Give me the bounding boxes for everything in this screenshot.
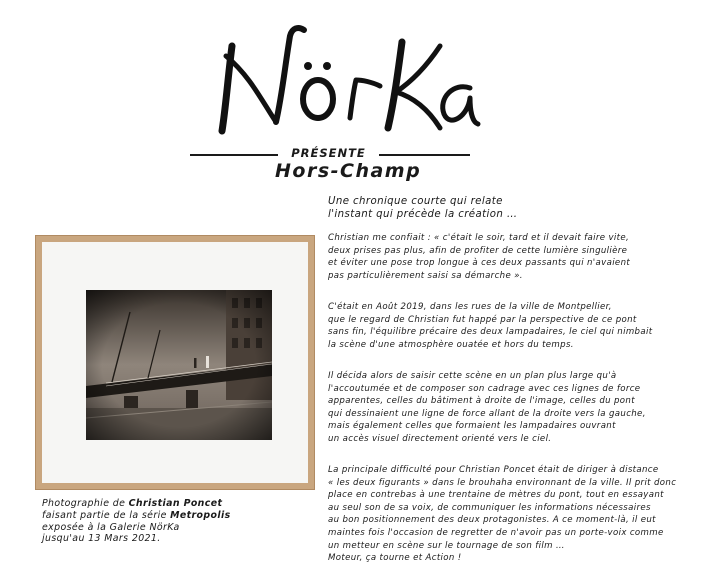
- text-line: Il décida alors de saisir cette scène en un plan plus large qu'à: [328, 370, 617, 381]
- caption-line: [42, 498, 302, 510]
- article-body: [328, 232, 698, 583]
- text-line: C'était en Août 2019, dans les rues de la ville de Montpellier,: [328, 301, 612, 312]
- text-line: deux prises pas plus, afin de profiter de cette lumière singulière: [328, 245, 628, 256]
- paragraph-3: [328, 370, 698, 446]
- picture-frame: [35, 235, 315, 490]
- caption-line: exposée à la Galerie NörKa: [42, 521, 180, 533]
- caption-line: jusqu'au 13 Mars 2021.: [42, 533, 161, 545]
- text-line: un accès visuel directement orienté vers le ciel.: [328, 433, 552, 444]
- text-line: et éviter une pose trop longue à ces deux passants qui n'avaient: [328, 258, 631, 269]
- intro-text: [328, 196, 688, 221]
- bridge-photograph: [86, 290, 272, 440]
- text-line: au seul son de sa voix, de communiquer les informations nécessaires: [328, 502, 651, 513]
- text-line: pas particulièrement saisi sa démarche ».: [328, 270, 523, 281]
- text-line: qui dessinaient une ligne de force allant de la droite vers la gauche,: [328, 408, 646, 419]
- text-line: sans fin, l'équilibre précaire des deux lampadaires, le ciel qui nimbait: [328, 327, 653, 338]
- text-line: que le regard de Christian fut happé par la perspective de ce pont: [328, 314, 637, 325]
- intro-line: Une chronique courte qui relate: [328, 196, 503, 207]
- paragraph-2: [328, 301, 698, 351]
- page-title: Hors-Champ: [275, 160, 422, 182]
- paragraph-4: [328, 464, 698, 565]
- frame-mat: [42, 242, 308, 483]
- caption-text: faisant partie de la série: [42, 509, 171, 521]
- presente-label: PRÉSENTE: [291, 146, 366, 160]
- series-name: Metropolis: [170, 509, 231, 521]
- paragraph-1: [328, 232, 698, 282]
- text-line: maintes fois l'occasion de regretter de n'avoir pas un porte-voix comme: [328, 528, 664, 539]
- text-line: un metteur en scène sur le tournage de son film …: [328, 540, 565, 551]
- text-line: mais également celles que formaient les lampadaires ouvrant: [328, 421, 616, 432]
- text-line: place en contrebas à une trentaine de mètres du pont, tout en essayant: [328, 490, 664, 501]
- text-line: « les deux figurants » dans le brouhaha environnant de la ville. Il prit donc: [328, 477, 677, 488]
- norka-logo: [0, 6, 705, 146]
- text-line: La principale difficulté pour Christian Poncet était de diriger à distance: [328, 465, 659, 476]
- divider-left: [190, 154, 278, 156]
- caption-text: Photographie de: [42, 498, 129, 509]
- text-line: au bon positionnement des deux protagonistes. A ce moment-là, il eut: [328, 515, 656, 526]
- text-line: l'accoutumée et de composer son cadrage avec ces lignes de force: [328, 383, 641, 394]
- caption-line: [42, 510, 302, 522]
- text-line: Christian me confiait : « c'était le soir, tard et il devait faire vite,: [328, 233, 630, 243]
- text-line: apparentes, celles du bâtiment à droite de l'image, celles du pont: [328, 396, 635, 407]
- photographer-name: Christian Poncet: [128, 498, 223, 509]
- text-line: Moteur, ça tourne et Action !: [328, 553, 462, 564]
- divider-right: [379, 154, 470, 156]
- photo-caption: [42, 498, 302, 545]
- intro-line: l'instant qui précède la création …: [328, 208, 518, 220]
- text-line: la scène d'une atmosphère ouatée et hors du temps.: [328, 339, 574, 350]
